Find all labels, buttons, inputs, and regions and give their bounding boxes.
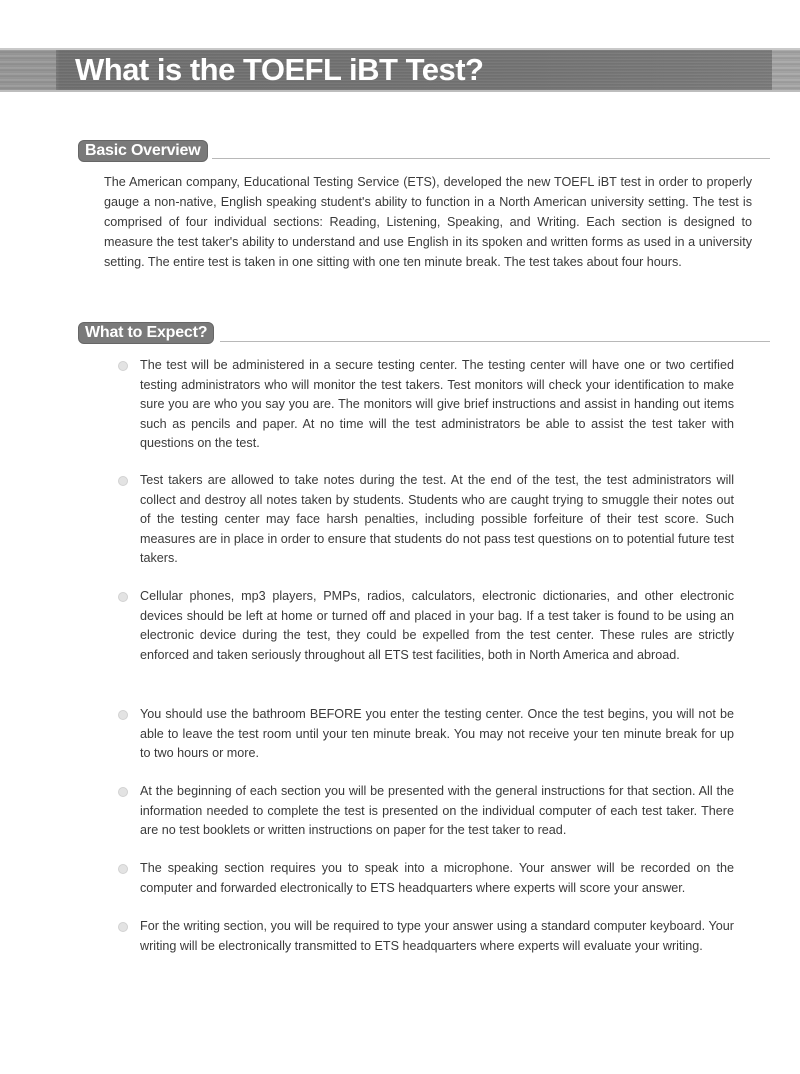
overview-paragraph: The American company, Educational Testing Service (ETS), developed the new TOEFL iBT test in order to properly gauge a non-native, English speaking student's ability to function in a North American university setting. The test is comprised of four individual sections: Reading, Listening, Speaking, and Writing. Each section is designed to measure the test taker's ability to understand and use English in its spoken and written forms as used in a university setting. The entire test is taken in one sitting with one ten minute break. The test takes about four hours. xyxy=(104,175,752,269)
section-label-overview: Basic Overview xyxy=(78,140,208,162)
list-item-text: At the beginning of each section you will be presented with the general instructions for that section. All the information needed to complete the test is presented on the individual computer of each test taker. There are no test booklets or written instructions on paper for the test taker to read. xyxy=(140,784,734,837)
section-label-expect: What to Expect? xyxy=(78,322,214,344)
list-item xyxy=(118,859,734,898)
list-item-text: The test will be administered in a secure testing center. The testing center will have one or two certified testing administrators who will monitor the test takers. Test monitors will check your identification to make sure you are who you say you are. The monitors will give brief instructions and assist in handing out items such as pencils and paper. At no time will the test administrators be able to assist the test taker with questions on the test. xyxy=(140,358,734,450)
list-item-text: For the writing section, you will be required to type your answer using a standard computer keyboard. Your writing will be electronically transmitted to ETS headquarters where experts will evaluate your writing. xyxy=(140,919,734,953)
circle-bullet-icon xyxy=(118,710,128,720)
list-item xyxy=(118,917,734,956)
list-item-text: The speaking section requires you to speak into a microphone. Your answer will be recorded on the computer and forwarded electronically to ETS headquarters where experts will score your answer. xyxy=(140,861,734,895)
circle-bullet-icon xyxy=(118,922,128,932)
list-item xyxy=(118,782,734,841)
list-item xyxy=(118,356,734,454)
list-item xyxy=(118,705,734,764)
page-title: What is the TOEFL iBT Test? xyxy=(75,52,484,87)
list-item-text: Test takers are allowed to take notes during the test. At the end of the test, the test administrators will collect and destroy all notes taken by students. Students who are caught trying to smuggle their notes out of the testing center may face harsh penalties, including possible forfeiture of their test score. Such measures are in place in order to ensure that students do not pass test questions on to potential future test takers. xyxy=(140,473,734,565)
section-divider xyxy=(212,158,770,159)
section-heading-overview xyxy=(78,140,208,162)
circle-bullet-icon xyxy=(118,787,128,797)
section-heading-expect xyxy=(78,322,214,344)
banner-right-texture xyxy=(772,50,800,90)
page-title-banner xyxy=(0,48,800,92)
banner-left-texture xyxy=(0,50,56,90)
circle-bullet-icon xyxy=(118,361,128,371)
list-item xyxy=(118,471,734,569)
circle-bullet-icon xyxy=(118,476,128,486)
section-divider xyxy=(220,341,770,342)
list-item xyxy=(118,587,734,665)
circle-bullet-icon xyxy=(118,592,128,602)
circle-bullet-icon xyxy=(118,864,128,874)
list-item-text: You should use the bathroom BEFORE you enter the testing center. Once the test begins, you will not be able to leave the test room until your ten minute break. You may not receive your ten minute break for up to two hours or more. xyxy=(140,707,734,760)
list-item-text: Cellular phones, mp3 players, PMPs, radios, calculators, electronic dictionaries, and other electronic devices should be left at home or turned off and placed in your bag. If a test taker is found to be using an electronic device during the test, they could be expelled from the test center. These rules are strictly enforced and taken seriously throughout all ETS test facilities, both in North America and abroad. xyxy=(140,589,734,662)
